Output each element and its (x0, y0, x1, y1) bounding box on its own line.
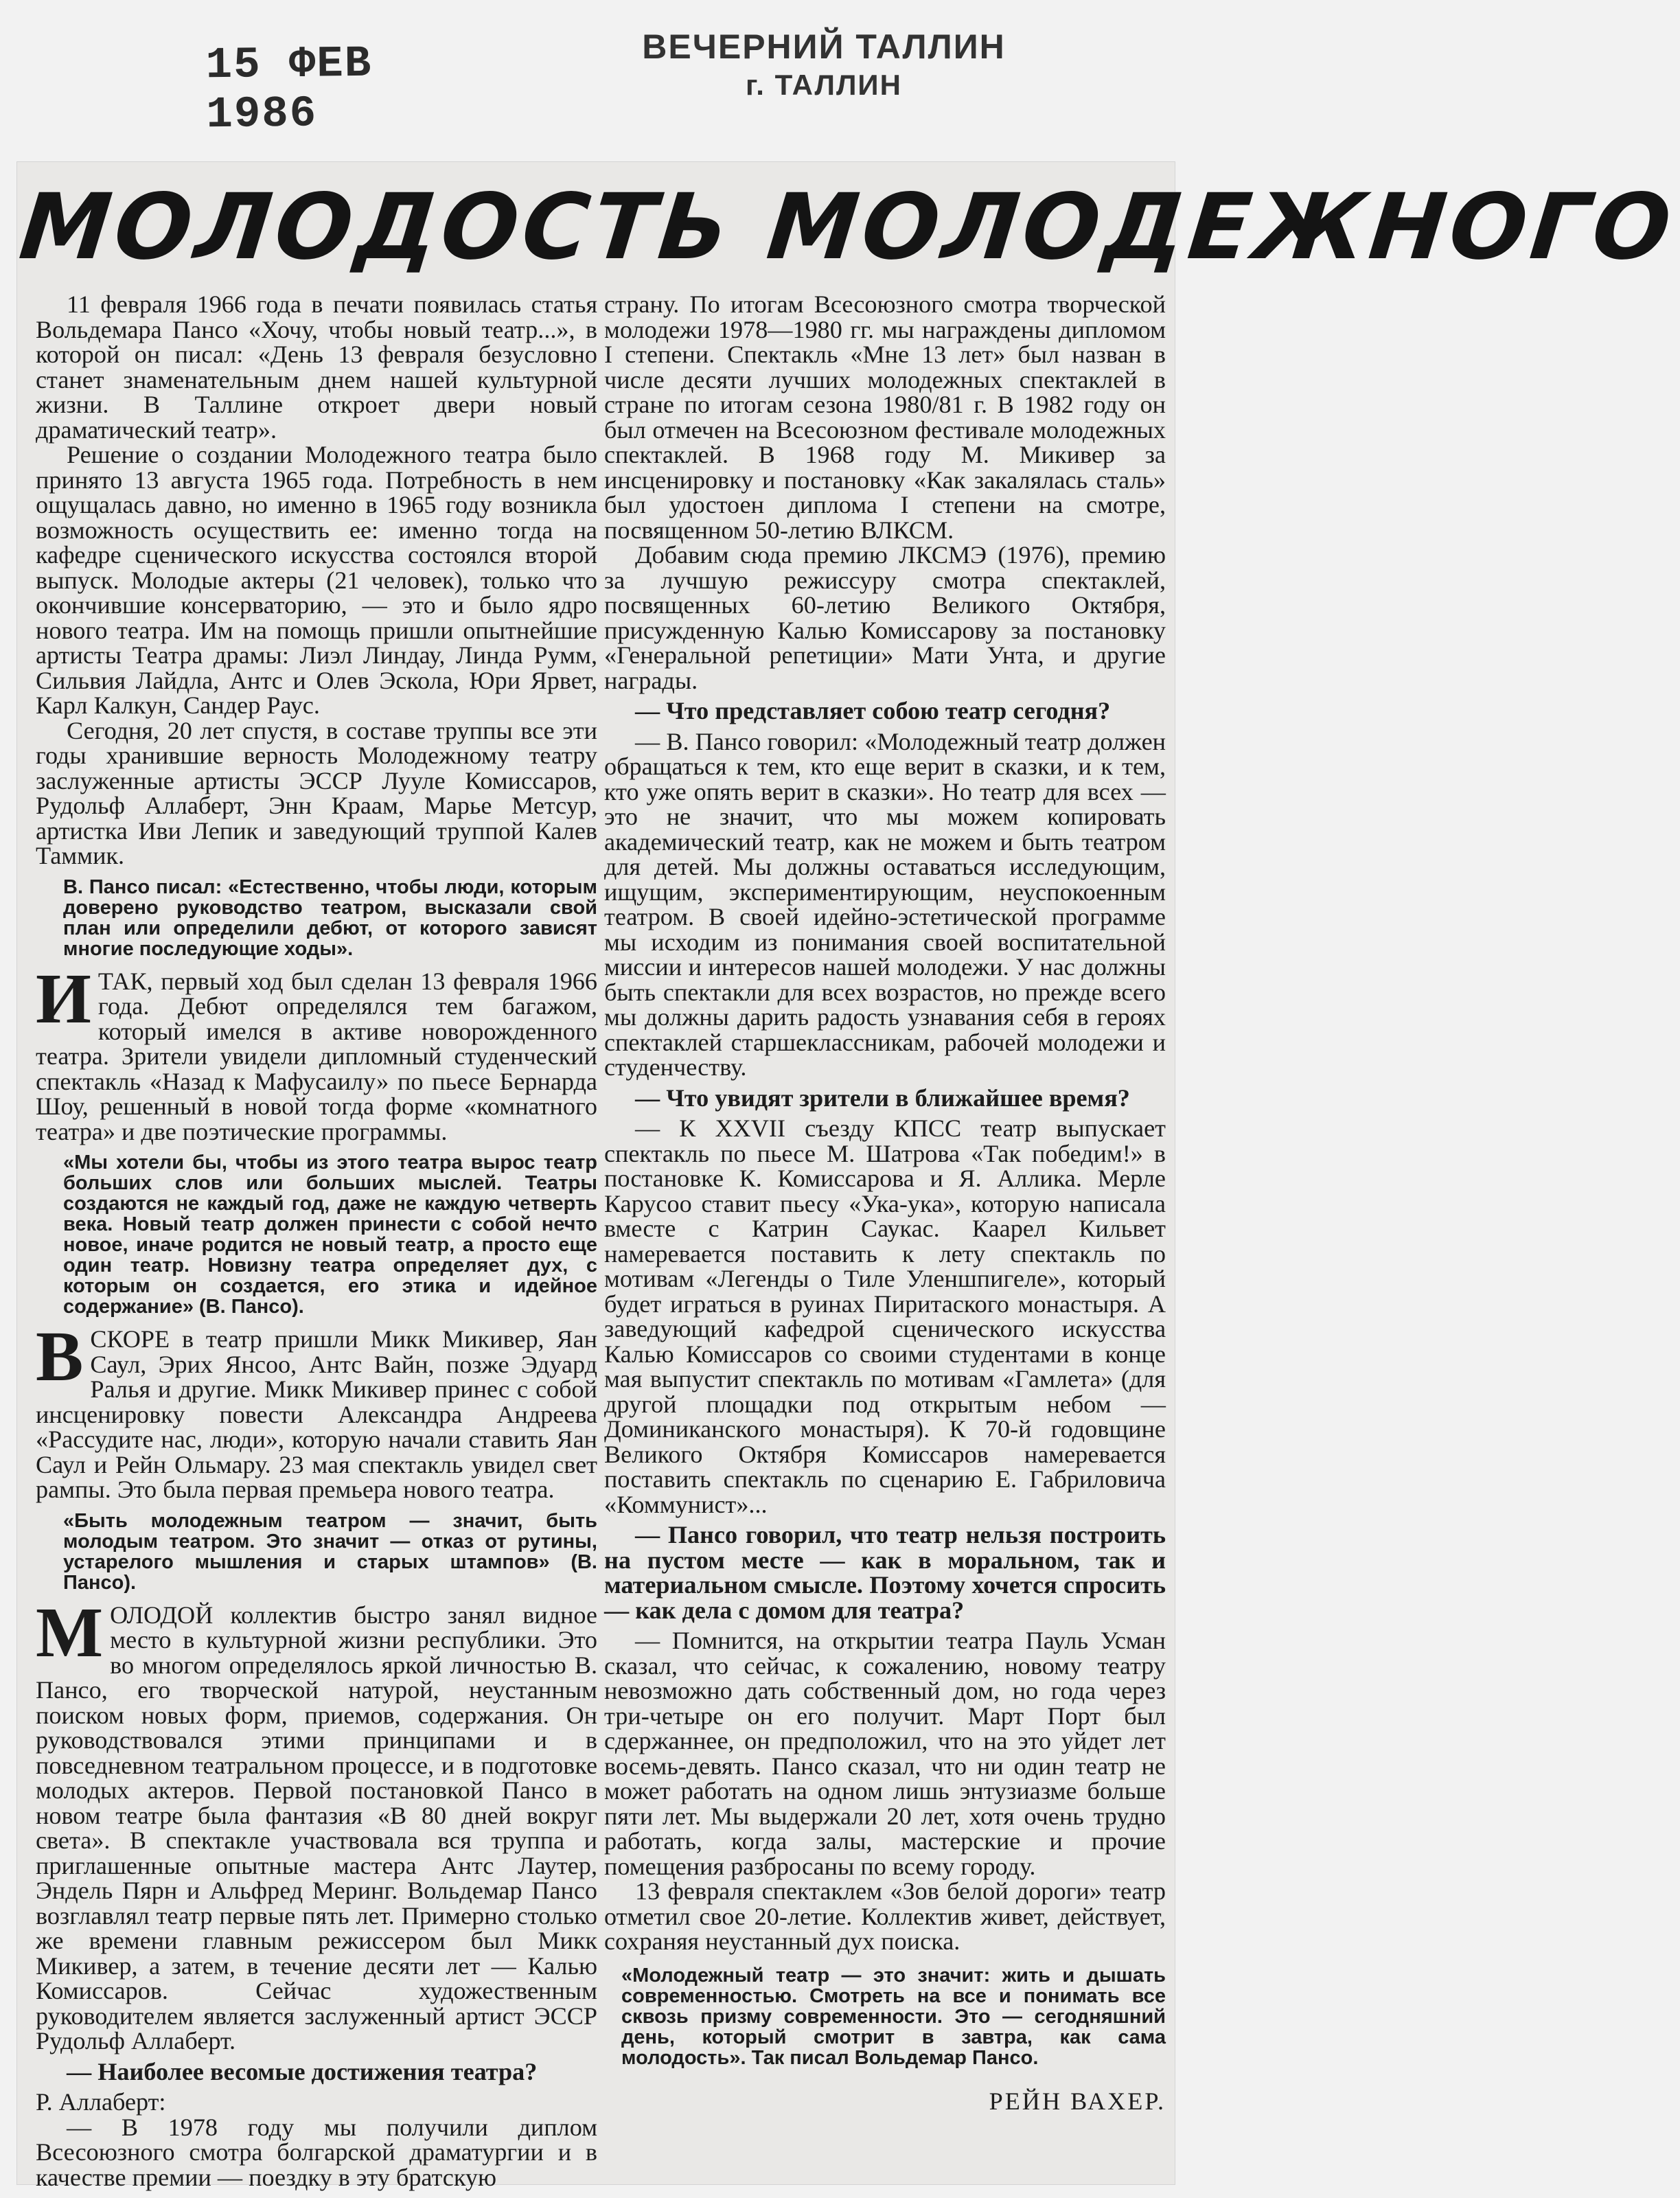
pull-quote: «Молодежный театр — это значит: жить и дышать современностью. Смотреть на все и понимать все сквозь призму современности. Это — сегодняшний день, который смотрит в завтра, как сама молодость». Так писал Вольдемар Пансо. (621, 1964, 1166, 2069)
interview-question: — Что увидят зрители в ближайшее время? (635, 1084, 1130, 1112)
paragraph: МОЛОДОЙ коллектив быстро занял видное место в культурной жизни республики. Это во многом определялось яркой личностью В. Пансо, его творческой натурой, неустанным поиском новых форм, приемов, содержания. Он руководствовался этими принципами и в повседневном театральном процессе, и в подготовке молодых актеров. Первой постановкой Пансо в новом театре была фантазия «В 80 дней вокруг света». В спектакле участвовала вся труппа и приглашенные опытные мастера Антс Лаутер, Эндель Пярн и Альфред Меринг. Вольдемар Пансо возглавлял театр первые пять лет. Примерно столько же времени главным режиссером был Микк Микивер, а затем, в течение десяти лет — Калью Комиссаров. Сейчас художественным руководителем является заслуженный артист ЭССР Рудольф Аллаберт. (36, 1592, 597, 2054)
article-column-right (604, 292, 1166, 2114)
paragraph: — В. Пансо говорил: «Молодежный театр должен обращаться к тем, кто еще верит в сказки, и к тем, кто уже опять верит в сказки». Но театр для всех — это не значит, что мы можем копировать академический театр, как не можем и быть театром для детей. Мы должны оставаться исследующим, ищущим, экспериментирующим, неуспокоенным театром. В своей идейно-эстетической программе мы исходим из понимания своей воспитательной миссии и интересов нашей молодежи. У нас должны быть спектакли для всех возрастов, но прежде всего мы должны дарить радость узнавания себя в героях спектаклей старшеклассникам, рабочей молодежи и студенчеству. (604, 727, 1166, 1081)
paragraph: Решение о создании Молодежного театра было принято 13 августа 1965 года. Потребность в нем ощущалась давно, но именно в 1965 году возникла возможность осуществить ее: именно тогда на кафедре сценического искусства состоялся второй выпуск. Молодые актеры (21 человек), только что окончившие консерваторию, — это и было ядро нового театра. Им на помощь пришли опытнейшие артисты Театра драмы: Лиэл Линдау, Линда Румм, Сильвия Лайдла, Антс и Олев Эскола, Юри Ярвет, Карл Калкун, Сандер Раус. (36, 441, 597, 719)
author-signature: РЕЙН ВАХЕР. (989, 2087, 1166, 2115)
paragraph: ВСКОРЕ в театр пришли Микк Микивер, Яан Саул, Эрих Янсоо, Антс Вайн, позже Эдуард Ралья и другие. Микк Микивер принес с собой инсценировку повести Александра Андреева «Рассудите нас, люди», которую начали ставить Яан Саул и Рейн Ольмару. 23 мая спектакль увидел свет рампы. Это была первая премьера нового театра. (36, 1317, 597, 1503)
pull-quote: «Быть молодежным театром — значит, быть молодым театром. Это значит — отказ от рутины, устарелого мышления и старых штампов» (В. Пансо). (63, 1509, 597, 1594)
interview-question: — Пансо говорил, что театр нельзя построить на пустом месте — как в моральном, так и материальном смысле. Поэтому хочется спросить — как дела с домом для театра? (604, 1521, 1166, 1624)
newspaper-masthead (621, 26, 1026, 129)
newspaper-name: ВЕЧЕРНИЙ ТАЛЛИН (642, 27, 1006, 66)
date-stamp: 15 ФЕВ 1986 (205, 39, 373, 141)
paragraph: страну. По итогам Всесоюзного смотра творческой молодежи 1978—1980 гг. мы награждены дипломом I степени. Спектакль «Мне 13 лет» был назван в числе десяти лучших молодежных спектаклей в стране по итогам сезона 1980/81 г. В 1982 году он был отмечен на Всесоюзном фестивале молодежных спектаклей. В 1968 году М. Микивер за инсценировку и постановку «Как закалялась сталь» был удостоен диплома I степени на смотре, посвященном 50-летию ВЛКСМ. (604, 290, 1166, 544)
paragraph: ИТАК, первый ход был сделан 13 февраля 1966 года. Дебют определялся тем багажом, который имелся в активе новорожденного театра. Зрители увидели дипломный студенческий спектакль «Назад к Мафусаилу» по пьесе Бернарда Шоу, решенный в новой тогда форме «комнатного театра» и две поэтические программы. (36, 959, 597, 1145)
pull-quote: В. Пансо писал: «Естественно, чтобы люди, которым доверено руководство театром, высказали свой план или определили дебют, от которого зависят многие последующие ходы». (63, 875, 597, 960)
article-column-left (36, 292, 597, 2190)
paragraph: — К XXVII съезду КПСС театр выпускает спектакль по пьесе М. Шатрова «Так победим!» в постановке К. Комиссарова и Я. Аллика. Мерле Карусоо ставит пьесу «Ука-ука», которую написала вместе с Катрин Саукас. Каарел Кильвет намеревается поставить к лету спектакль по мотивам «Легенды о Тиле Уленшпигеле», который будет играться в руинах Пиритаского монастыря. А заведующий кафедрой сценического искусства Калью Комиссаров со своими студентами в конце мая выпустит спектакль по мотивам «Гамлета» (для другой площадки под открытым небом — Доминиканского монастыря). К 70-й годовщине Великого Октября Комиссаров намеревается поставить спектакль по сценарию Е. Габриловича «Коммунист»... (604, 1114, 1166, 1518)
paragraph: — Помнится, на открытии театра Пауль Усман сказал, что сейчас, к сожалению, новому театру невозможно дать собственный дом, но года через три-четыре он его получит. Март Порт был сдержаннее, он предположил, что на это уйдет лет восемь-девять. Пансо сказал, что ни один театр не может работать на одном лишь энтузиазме больше пяти лет. Мы выдержали 20 лет, хотя очень трудно работать, когда залы, мастерские и прочие помещения разбросаны по всему городу. (604, 1627, 1166, 1880)
paragraph: 11 февраля 1966 года в печати появилась статья Вольдемара Пансо «Хочу, чтобы новый театр...», в которой он писал: «День 13 февраля безусловно станет знаменательным днем нашей культурной жизни. В Таллине откроет двери новый драматический театр». (36, 290, 597, 444)
paragraph: 13 февраля спектаклем «Зов белой дороги» театр отметил свое 20-летие. Коллектив живет, действует, сохраняя неустанный дух поиска. (604, 1877, 1166, 1955)
paragraph: — В 1978 году мы получили диплом Всесоюзного смотра болгарской драматургии и в качестве премии — поездку в эту братскую (36, 2113, 597, 2191)
paragraph: Сегодня, 20 лет спустя, в составе труппы все эти годы хранившие верность Молодежному театру заслуженные артисты ЭССР Лууле Комиссаров, Рудольф Аллаберт, Энн Краам, Марье Метсур, артистка Иви Лепик и заведующий труппой Калев Таммик. (36, 716, 597, 869)
interview-question: — Что представляет собою театр сегодня? (635, 697, 1111, 724)
newspaper-city: г. ТАЛЛИН (746, 69, 902, 101)
pull-quote: «Мы хотели бы, чтобы из этого театра вырос театр больших слов или больших мыслей. Театры создаются не каждый год, даже не каждую четверть века. Новый театр должен принести с собой нечто новое, иначе родится не новый театр, а просто еще один театр. Новизну театра определяет дух, с которым он создается, его этика и идейное содержание» (В. Пансо). (63, 1152, 597, 1318)
speaker-label: Р. Аллаберт: (36, 2088, 166, 2116)
article-headline: МОЛОДОСТЬ МОЛОДЕЖНОГО (14, 174, 1680, 280)
paragraph: Добавим сюда премию ЛКСМЭ (1976), премию за лучшую режиссуру смотра спектаклей, посвященных 60-летию Великого Октября, присужденную Калью Комиссарову за постановку «Генеральной репетиции» Мати Унта, и другие награды. (604, 541, 1166, 694)
interview-question: — Наиболее весомые достижения театра? (67, 2057, 538, 2085)
